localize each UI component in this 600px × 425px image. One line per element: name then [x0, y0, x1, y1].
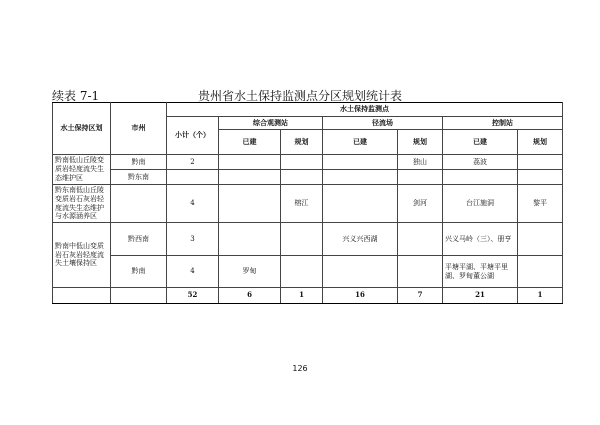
header-ctl-built: 已建 [443, 130, 518, 155]
ctl-built-cell: 平塘平湖、平塘平里湖、罗甸董公湖 [443, 256, 518, 288]
subtotal-cell: 4 [167, 185, 219, 223]
total-comp-built: 6 [219, 288, 281, 304]
run-built-cell [323, 170, 398, 185]
run-planned-cell [398, 256, 443, 288]
subtotal-cell: 3 [167, 223, 219, 256]
header-ctl-planned: 规划 [518, 130, 563, 155]
run-planned-cell: 剑河 [398, 185, 443, 223]
header-run-planned: 规划 [398, 130, 443, 155]
total-ctl-planned: 1 [518, 288, 563, 304]
totals-zone-cell [53, 288, 111, 304]
city-cell: 黔南 [111, 256, 167, 288]
table-number: 续表 7-1 [52, 89, 100, 103]
comp-planned-cell [281, 223, 323, 256]
header-subtotal: 小计（个） [167, 117, 219, 155]
comp-built-cell [219, 155, 281, 170]
run-built-cell [323, 256, 398, 288]
comp-planned-cell: 榕江 [281, 185, 323, 223]
table-title: 贵州省水土保持监测点分区规划统计表 [197, 89, 402, 103]
header-comp-planned: 规划 [281, 130, 323, 155]
comp-built-cell: 罗甸 [219, 256, 281, 288]
comp-planned-cell [281, 155, 323, 170]
ctl-built-cell: 台江施洞 [443, 185, 518, 223]
table-row [53, 185, 563, 223]
total-ctl-built: 21 [443, 288, 518, 304]
city-cell: 黔东南 [111, 170, 167, 185]
ctl-planned-cell [518, 155, 563, 170]
header-zone: 水土保持区划 [53, 103, 111, 155]
table-row [53, 256, 563, 288]
header-comprehensive: 综合观测站 [219, 117, 323, 130]
total-run-built: 16 [323, 288, 398, 304]
header-control: 控制站 [443, 117, 563, 130]
comp-built-cell [219, 185, 281, 223]
ctl-built-cell: 荔波 [443, 155, 518, 170]
city-cell: 黔南 [111, 155, 167, 170]
ctl-built-cell [443, 170, 518, 185]
subtotal-cell: 2 [167, 155, 219, 170]
total-run-planned: 7 [398, 288, 443, 304]
comp-built-cell [219, 223, 281, 256]
comp-planned-cell [281, 256, 323, 288]
comp-planned-cell [281, 170, 323, 185]
page-number: 126 [292, 364, 308, 373]
zone-cell: 黔南中低山变质岩石灰岩轻度流失土壤保持区 [53, 223, 111, 288]
comp-built-cell [219, 170, 281, 185]
table-row [53, 170, 563, 185]
subtotal-cell [167, 170, 219, 185]
totals-row [53, 288, 563, 304]
run-planned-cell [398, 223, 443, 256]
table-row [53, 155, 563, 170]
zone-cell: 黔南低山丘陵变质岩轻度流失生态维护区 [53, 155, 111, 185]
ctl-planned-cell: 黎平 [518, 185, 563, 223]
run-built-cell [323, 155, 398, 170]
run-planned-cell [398, 170, 443, 185]
total-comp-planned: 1 [281, 288, 323, 304]
header-comp-built: 已建 [219, 130, 281, 155]
total-subtotal: 52 [167, 288, 219, 304]
city-cell: 黔西南 [111, 223, 167, 256]
table-row [53, 223, 563, 256]
ctl-planned-cell [518, 170, 563, 185]
subtotal-cell: 4 [167, 256, 219, 288]
zone-cell: 黔东南低山丘陵变质岩石灰岩轻度流失生态维护与水源涵养区 [53, 185, 111, 223]
header-runoff: 径流场 [323, 117, 443, 130]
ctl-planned-cell [518, 256, 563, 288]
ctl-planned-cell [518, 223, 563, 256]
ctl-built-cell: 兴义马岭（三）、册亨 [443, 223, 518, 256]
header-run-built: 已建 [323, 130, 398, 155]
run-planned-cell: 独山 [398, 155, 443, 170]
totals-city-cell [111, 288, 167, 304]
statistics-table [52, 102, 563, 304]
run-built-cell [323, 185, 398, 223]
header-monitoring-points: 水土保持监测点 [167, 103, 563, 117]
run-built-cell: 兴义兴西湖 [323, 223, 398, 256]
city-cell [111, 185, 167, 223]
header-city: 市州 [111, 103, 167, 155]
